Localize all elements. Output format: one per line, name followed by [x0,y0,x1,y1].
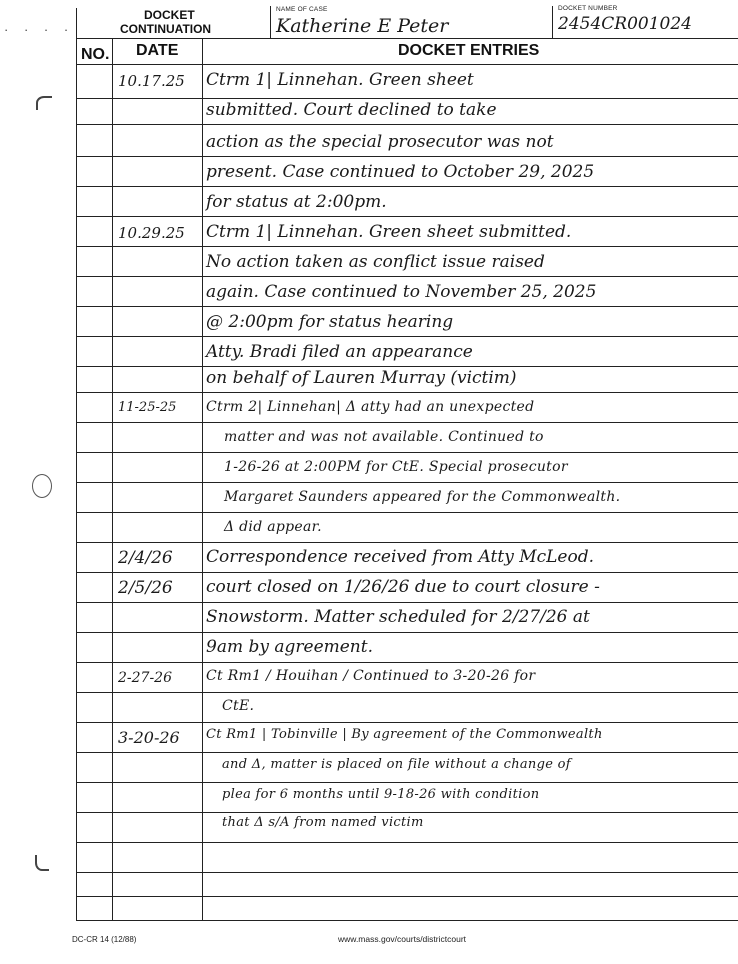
entry-line: court closed on 1/26/26 due to court closure - [206,577,600,597]
form-id: DC-CR 14 (12/88) [72,935,137,944]
margin-mark [36,96,52,110]
entry-line: plea for 6 months until 9-18-26 with condition [222,787,540,802]
entry-line: present. Case continued to October 29, 2025 [206,162,595,182]
case-name: Katherine E Peter [276,15,449,37]
header-bottom-line [76,38,738,39]
entry-line: Snowstorm. Matter scheduled for 2/27/26 at [206,607,590,627]
name-of-case-label: NAME OF CASE [276,6,328,13]
docket-number-label: DOCKET NUMBER [558,5,618,12]
docket-form [72,6,738,924]
entry-line: @ 2:00pm for status hearing [206,312,454,332]
entry-line: 9am by agreement. [206,637,373,657]
margin-mark [35,855,49,871]
no-column-divider [112,38,113,920]
entry-date: 11-25-25 [118,400,177,415]
entry-line: 1-26-26 at 2:00PM for CtE. Special prosecutor [224,459,568,475]
header-divider-2 [552,6,553,38]
punch-hole [32,474,52,498]
column-header-bottom-line [76,64,738,65]
entry-line: submitted. Court declined to take [206,100,497,120]
entry-line: again. Case continued to November 25, 2025 [206,282,597,302]
entry-date: 2/4/26 [118,548,173,568]
entry-line: Ctrm 2| Linnehan| Δ atty had an unexpected [206,399,535,415]
form-title-continuation: CONTINUATION [120,22,212,36]
entry-date: 2/5/26 [118,578,173,598]
no-column-header: NO. [81,46,110,63]
date-column-header: DATE [136,42,179,59]
entry-line: for status at 2:00pm. [206,192,387,212]
entry-date: 10.29.25 [118,224,185,242]
entry-line: Δ did appear. [224,519,322,535]
entry-line: Margaret Saunders appeared for the Commonwealth. [224,489,621,505]
entry-line: and Δ, matter is placed on file without a change of [222,757,571,772]
entry-line: Ct Rm1 / Houihan / Continued to 3-20-26 for [206,668,536,684]
entry-line: matter and was not available. Continued to [224,429,544,445]
entries-column-header: DOCKET ENTRIES [398,42,540,59]
header-divider-1 [270,6,271,38]
form-title-docket: DOCKET [144,8,195,22]
court-url: www.mass.gov/courts/districtcourt [338,934,467,944]
entry-line: Ct Rm1 | Tobinville | By agreement of the Commonwealth [206,727,603,742]
date-column-divider [202,38,203,920]
entry-line: CtE. [222,698,255,714]
entry-date: 3-20-26 [118,728,180,747]
entry-line: Atty. Bradi filed an appearance [206,342,473,362]
entry-line: on behalf of Lauren Murray (victim) [206,368,517,388]
entry-line: Correspondence received from Atty McLeod. [206,547,595,567]
entry-line: Ctrm 1| Linnehan. Green sheet [206,70,474,90]
form-left-border [76,8,77,920]
entry-line: Ctrm 1| Linnehan. Green sheet submitted. [206,222,572,242]
docket-number: 2454CR001024 [558,14,692,34]
margin-dots: · · · · [4,22,75,37]
entry-line: that Δ s/A from named victim [222,815,424,830]
entry-date: 2-27-26 [118,670,172,686]
entry-date: 10.17.25 [118,72,185,90]
entry-line: action as the special prosecutor was not [206,132,554,152]
entry-line: No action taken as conflict issue raised [206,252,545,272]
